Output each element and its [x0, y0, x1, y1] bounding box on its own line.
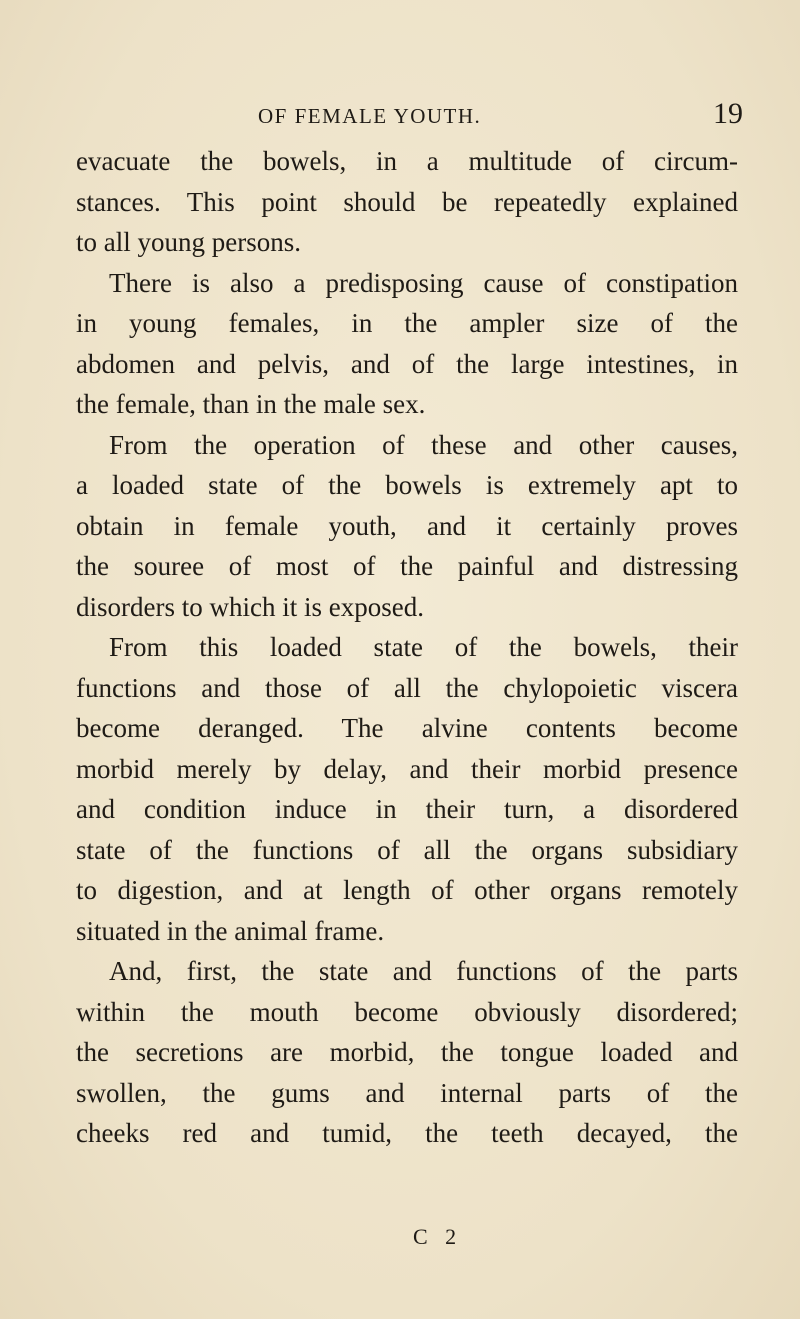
body-text: [76, 141, 738, 1154]
text-line: the female, than in the male sex.: [76, 389, 426, 419]
text-line: within the mouth become obviously disordered;: [76, 996, 738, 1027]
text-line: evacuate the bowels, in a multitude of circum-: [76, 146, 738, 176]
text-line: From the operation of these and other causes,: [109, 429, 738, 460]
text-line: and condition induce in their turn, a disordered: [76, 794, 738, 824]
text-line: to digestion, and at length of other organs remotely: [76, 875, 738, 905]
text-line: functions and those of all the chylopoietic viscera: [76, 672, 738, 703]
text-line: swollen, the gums and internal parts of the: [76, 1077, 738, 1108]
text-line: the souree of most of the painful and distressing: [76, 551, 738, 581]
text-line: disorders to which it is exposed.: [76, 591, 424, 622]
text-line: morbid merely by delay, and their morbid presence: [76, 753, 738, 784]
text-line: abdomen and pelvis, and of the large intestines, in: [76, 348, 738, 379]
text-line: cheeks red and tumid, the teeth decayed, the: [76, 1118, 738, 1148]
text-line: situated in the animal frame.: [76, 915, 385, 946]
text-line: a loaded state of the bowels is extremely apt to: [76, 470, 738, 500]
signature-mark: C 2: [413, 1224, 463, 1249]
text-line: to all young persons.: [76, 227, 301, 257]
text-line: stances. This point should be repeatedly explained: [76, 186, 738, 217]
text-line: obtain in female youth, and it certainly proves: [76, 510, 738, 541]
running-title: OF FEMALE YOUTH.: [258, 104, 482, 128]
text-line: And, first, the state and functions of the parts: [109, 956, 738, 986]
text-line: in young females, in the ampler size of the: [76, 308, 738, 338]
text-line: the secretions are morbid, the tongue loaded and: [76, 1037, 738, 1067]
text-line: state of the functions of all the organs subsidiary: [76, 834, 738, 865]
text-line: From this loaded state of the bowels, their: [109, 632, 738, 662]
text-line: become deranged. The alvine contents become: [76, 713, 738, 743]
text-line: There is also a predisposing cause of constipation: [109, 267, 738, 298]
page-number: 19: [713, 97, 743, 130]
running-head: [0, 97, 800, 132]
